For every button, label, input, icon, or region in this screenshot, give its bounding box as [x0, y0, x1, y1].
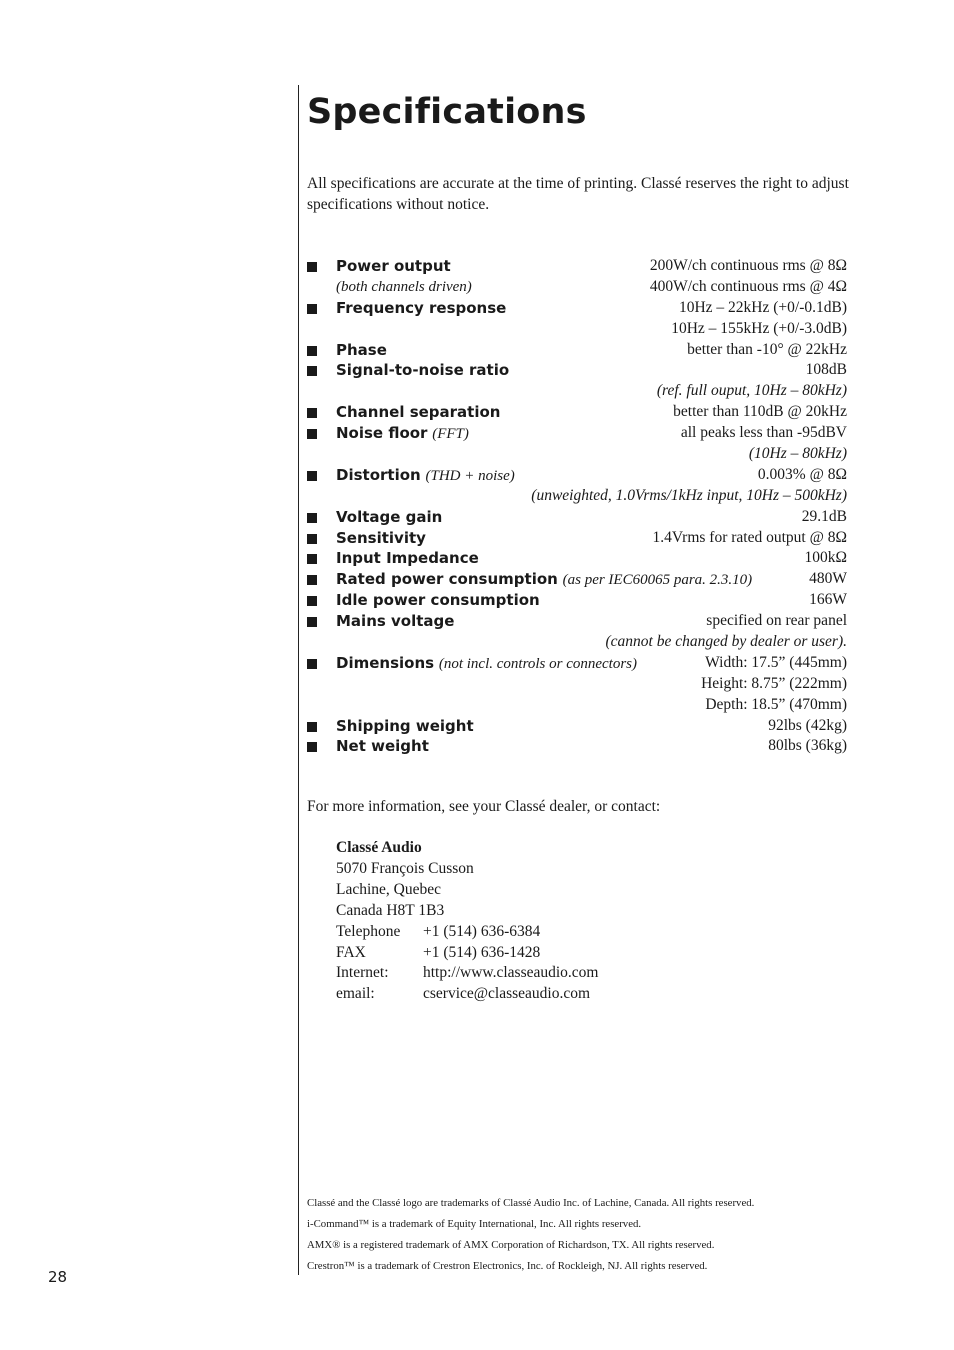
spec-note: (not incl. controls or connectors): [438, 655, 638, 672]
bullet-icon: [307, 659, 317, 669]
trademark-line: Crestron™ is a trademark of Crestron Electronics, Inc. of Rockleigh, NJ. All rights reserved.: [307, 1260, 708, 1272]
spec-value: 166W: [809, 591, 847, 609]
more-info-text: For more information, see your Classé dealer, or contact:: [307, 798, 661, 815]
page-title: Specifications: [307, 92, 587, 132]
bullet-icon: [307, 304, 317, 314]
contact-key: Internet:: [336, 964, 389, 982]
spec-value: 10Hz – 22kHz (+0/-0.1dB): [678, 298, 847, 316]
spec-label: [336, 590, 540, 611]
spec-value: 100kΩ: [804, 549, 847, 567]
spec-label-text: Input Impedance: [336, 549, 479, 568]
company-name: Classé Audio: [336, 839, 422, 856]
spec-row: [307, 716, 847, 737]
spec-row: [307, 298, 847, 319]
bullet-icon: [307, 596, 317, 606]
spec-row: [307, 256, 847, 277]
address-line: 5070 François Cusson: [336, 859, 474, 877]
spec-label-text: Mains voltage: [336, 612, 455, 631]
bullet-icon: [307, 575, 317, 585]
spec-value: 480W: [809, 570, 847, 588]
spec-label: [336, 340, 387, 361]
spec-label-text: Signal-to-noise ratio: [336, 361, 510, 380]
spec-value: all peaks less than -95dBV: [680, 424, 847, 442]
bullet-icon: [307, 346, 317, 356]
bullet-icon: [307, 722, 317, 732]
trademark-notices: [307, 1193, 754, 1277]
spec-row: [307, 444, 847, 465]
spec-label-text: Idle power consumption: [336, 591, 540, 610]
spec-value: (ref. full ouput, 10Hz – 80kHz): [656, 382, 847, 400]
spec-row: [307, 465, 847, 486]
spec-row: [307, 736, 847, 757]
spec-row: [307, 548, 847, 569]
bullet-icon: [307, 617, 317, 627]
spec-row: [307, 590, 847, 611]
spec-row: [307, 528, 847, 549]
spec-note: (as per IEC60065 para. 2.3.10): [562, 572, 753, 589]
website-link[interactable]: http://www.classeaudio.com: [423, 964, 599, 982]
spec-value: 1.4Vrms for rated output @ 8Ω: [652, 528, 847, 546]
spec-value: Depth: 18.5” (470mm): [705, 695, 847, 713]
bullet-icon: [307, 366, 317, 376]
spec-row: [307, 319, 847, 340]
spec-label: [336, 528, 426, 549]
spec-value: specified on rear panel: [706, 612, 847, 630]
specifications-list: [307, 256, 847, 757]
bullet-icon: [307, 554, 317, 564]
bullet-icon: [307, 742, 317, 752]
spec-value: Width: 17.5” (445mm): [705, 653, 847, 671]
spec-row: [307, 695, 847, 716]
spec-value: Height: 8.75” (222mm): [701, 674, 847, 692]
spec-value: (cannot be changed by dealer or user).: [605, 633, 847, 651]
spec-value: better than -10° @ 22kHz: [687, 340, 847, 358]
spec-label-text: Rated power consumption: [336, 570, 558, 589]
spec-label: [336, 507, 442, 528]
address-line: Lachine, Quebec: [336, 880, 441, 898]
spec-label-text: Sensitivity: [336, 528, 426, 547]
spec-row: [307, 381, 847, 402]
intro-paragraph: All specifications are accurate at the time of printing. Classé reserves the right to adjust specifications without notice.: [307, 175, 849, 213]
spec-label-text: Voltage gain: [336, 507, 443, 526]
trademark-line: i-Command™ is a trademark of Equity International, Inc. All rights reserved.: [307, 1218, 642, 1230]
spec-row: [307, 653, 847, 674]
spec-row: [307, 277, 847, 298]
spec-label: [336, 402, 500, 423]
spec-row: [307, 340, 847, 361]
spec-label: [336, 256, 451, 277]
spec-row: [307, 632, 847, 653]
contact-key: Telephone: [336, 922, 401, 940]
spec-note: (THD + noise): [425, 467, 515, 484]
trademark-line: AMX® is a registered trademark of AMX Corporation of Richardson, TX. All rights reserved.: [307, 1239, 715, 1251]
spec-label-text: Phase: [336, 340, 387, 359]
spec-row: [307, 423, 847, 444]
spec-value: (unweighted, 1.0Vrms/1kHz input, 10Hz – 500kHz): [531, 486, 847, 504]
spec-value: 80lbs (36kg): [768, 737, 847, 755]
spec-label-text: Net weight: [336, 737, 429, 756]
contact-telephone: [336, 922, 599, 943]
spec-label-text: Channel separation: [336, 403, 501, 422]
spec-label: [336, 548, 479, 569]
spec-value: 0.003% @ 8Ω: [757, 465, 847, 483]
spec-value: better than 110dB @ 20kHz: [673, 403, 847, 421]
spec-row: [307, 674, 847, 695]
spec-label: [336, 569, 752, 591]
bullet-icon: [307, 513, 317, 523]
spec-label-text: Dimensions: [336, 653, 435, 672]
contact-internet: [336, 963, 599, 984]
spec-subnote: (both channels driven): [336, 278, 472, 295]
spec-label: [336, 423, 469, 445]
spec-row: [307, 402, 847, 423]
spec-value: (10Hz – 80kHz): [748, 445, 847, 463]
spec-value: 108dB: [805, 361, 847, 379]
spec-label: [336, 360, 509, 381]
spec-label: [336, 736, 429, 757]
bullet-icon: [307, 534, 317, 544]
spec-label-text: Power output: [336, 257, 451, 275]
spec-label: [336, 611, 454, 632]
spec-value: 29.1dB: [801, 507, 847, 525]
page-number: 28: [48, 1268, 68, 1286]
spec-row: [307, 486, 847, 507]
spec-row: [307, 569, 847, 590]
address-line: Canada H8T 1B3: [336, 901, 445, 919]
spec-value: 10Hz – 155kHz (+0/-3.0dB): [671, 319, 847, 337]
bullet-icon: [307, 408, 317, 418]
spec-row: [307, 507, 847, 528]
contact-block: [336, 838, 599, 1005]
email-link[interactable]: cservice@classeaudio.com: [423, 985, 591, 1003]
fax-value: +1 (514) 636-1428: [423, 943, 541, 961]
contact-key: FAX: [336, 943, 366, 961]
spec-label: [336, 653, 637, 675]
bullet-icon: [307, 429, 317, 439]
contact-email: [336, 984, 599, 1005]
spec-value: 92lbs (42kg): [768, 716, 847, 734]
spec-label: [336, 465, 515, 487]
spec-value: 200W/ch continuous rms @ 8Ω: [649, 257, 847, 274]
bullet-icon: [307, 262, 317, 272]
telephone-value: +1 (514) 636-6384: [423, 922, 541, 940]
spec-label-text: Shipping weight: [336, 716, 474, 735]
spec-label-text: Distortion: [336, 465, 421, 484]
spec-note: (FFT): [432, 426, 469, 443]
spec-row: [307, 360, 847, 381]
spec-label: [336, 298, 506, 319]
spec-label: [336, 716, 474, 737]
bullet-icon: [307, 471, 317, 481]
spec-row: [307, 611, 847, 632]
contact-key: email:: [336, 985, 375, 1003]
margin-rule: [298, 85, 299, 1275]
contact-fax: [336, 943, 599, 964]
spec-value: 400W/ch continuous rms @ 4Ω: [649, 277, 847, 295]
spec-label-text: Noise floor: [336, 424, 428, 443]
spec-label-text: Frequency response: [336, 298, 507, 317]
trademark-line: Classé and the Classé logo are trademarks of Classé Audio Inc. of Lachine, Canada. All rights reserved.: [307, 1197, 755, 1209]
